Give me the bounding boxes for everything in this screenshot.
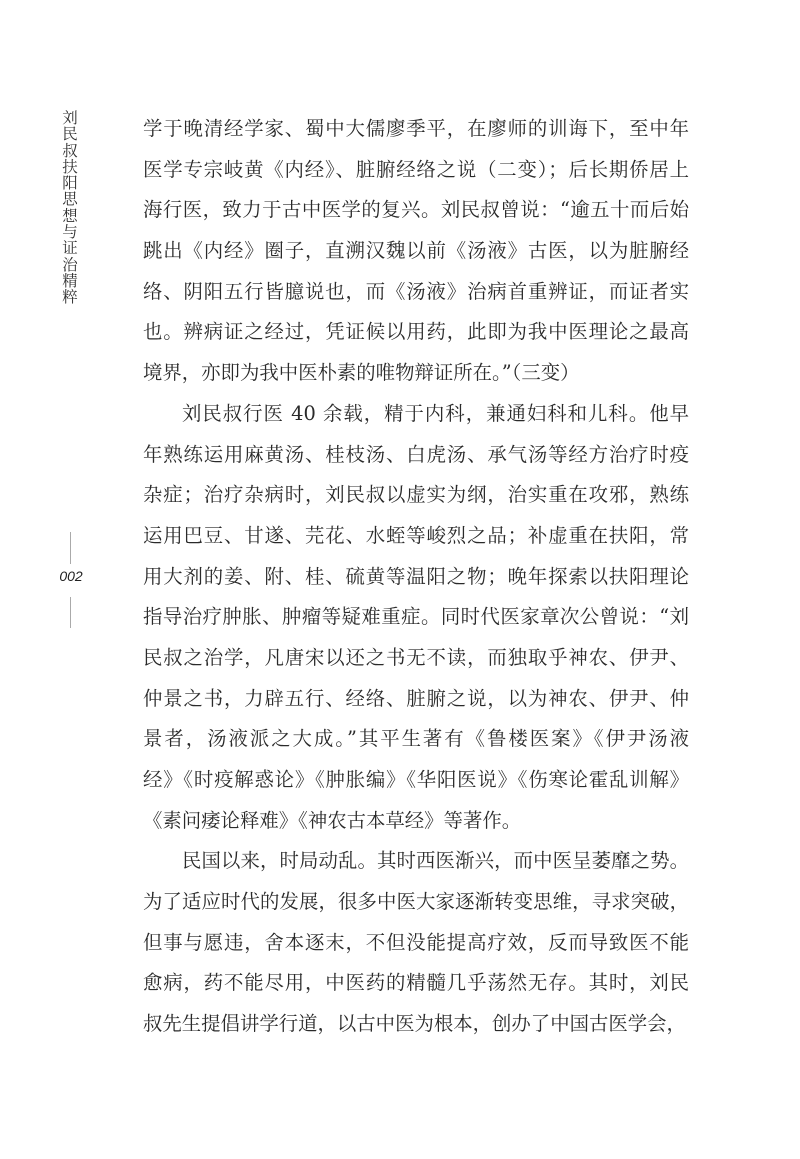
text-line: 运用巴豆、甘遂、芫花、水蛭等峻烈之品；补虚重在扶阳，常 [143,523,689,547]
body-text [143,109,689,1045]
text-line: 跳出《内经》圈子，直溯汉魏以前《汤液》古医，以为脏腑经 [143,239,689,263]
page-number-rule-top [70,532,71,564]
text-line: 海行医，致力于古中医学的复兴。刘民叔曾说：“逾五十而后始 [143,198,689,222]
text-line: 叔先生提倡讲学行道，以古中医为根本，创办了中国古医学会， [143,1012,686,1036]
text-line: 景者，汤液派之大成。”其平生著有《鲁楼医案》《伊尹汤液 [143,727,689,751]
text-line: 也。辨病证之经过，凭证候以用药，此即为我中医理论之最高 [143,320,689,344]
text-line: 用大剂的姜、附、桂、硫黄等温阳之物；晚年探索以扶阳理论 [143,564,689,588]
text-line: 《素问痿论释难》《神农古本草经》等著作。 [143,808,522,832]
running-head: 刘民叔扶阳思想与证治精粹 [62,109,78,307]
text-line: 境界，亦即为我中医朴素的唯物辩证所在。”（三变） [143,361,580,385]
text-line: 经》《时疫解惑论》《肿胀编》《华阳医说》《伤寒论霍乱训解》 [143,768,689,791]
text-line: 民国以来，时局动乱。其时西医渐兴，而中医呈萎靡之势。 [182,849,689,873]
text-line: 杂症；治疗杂病时，刘民叔以虚实为纲，治实重在攻邪，熟练 [143,483,689,507]
text-line: 年熟练运用麻黄汤、桂枝汤、白虎汤、承气汤等经方治疗时疫 [143,442,689,466]
text-line: 指导治疗肿胀、肿瘤等疑难重症。同时代医家章次公曾说：“刘 [143,605,689,629]
text-line: 学于晚清经学家、蜀中大儒廖季平，在廖师的训诲下，至中年 [143,117,689,140]
text-line: 仲景之书，力辟五行、经络、脏腑之说，以为神农、伊尹、仲 [143,686,689,710]
page-number-rule-bottom [70,597,71,628]
text-line: 刘民叔行医 40 余载，精于内科，兼通妇科和儿科。他早 [182,401,689,425]
text-line: 医学专宗岐黄《内经》、脏腑经络之说（二变）；后长期侨居上 [143,157,689,181]
paragraph [143,394,689,842]
text-line: 愈病，药不能尽用，中医药的精髓几乎荡然无存。其时，刘民 [143,971,689,995]
text-line: 络、阴阳五行皆臆说也，而《汤液》治病首重辨证，而证者实 [143,279,689,303]
text-line: 但事与愿违，舍本逐末，不但没能提高疗效，反而导致医不能 [143,930,689,954]
paragraph [143,109,689,394]
text-line: 为了适应时代的发展，很多中医大家逐渐转变思维，寻求突破， [143,890,689,914]
page-number: 002 [59,568,83,584]
paragraph [143,841,689,1044]
text-line: 民叔之治学，凡唐宋以还之书无不读，而独取乎神农、伊尹、 [143,645,689,669]
